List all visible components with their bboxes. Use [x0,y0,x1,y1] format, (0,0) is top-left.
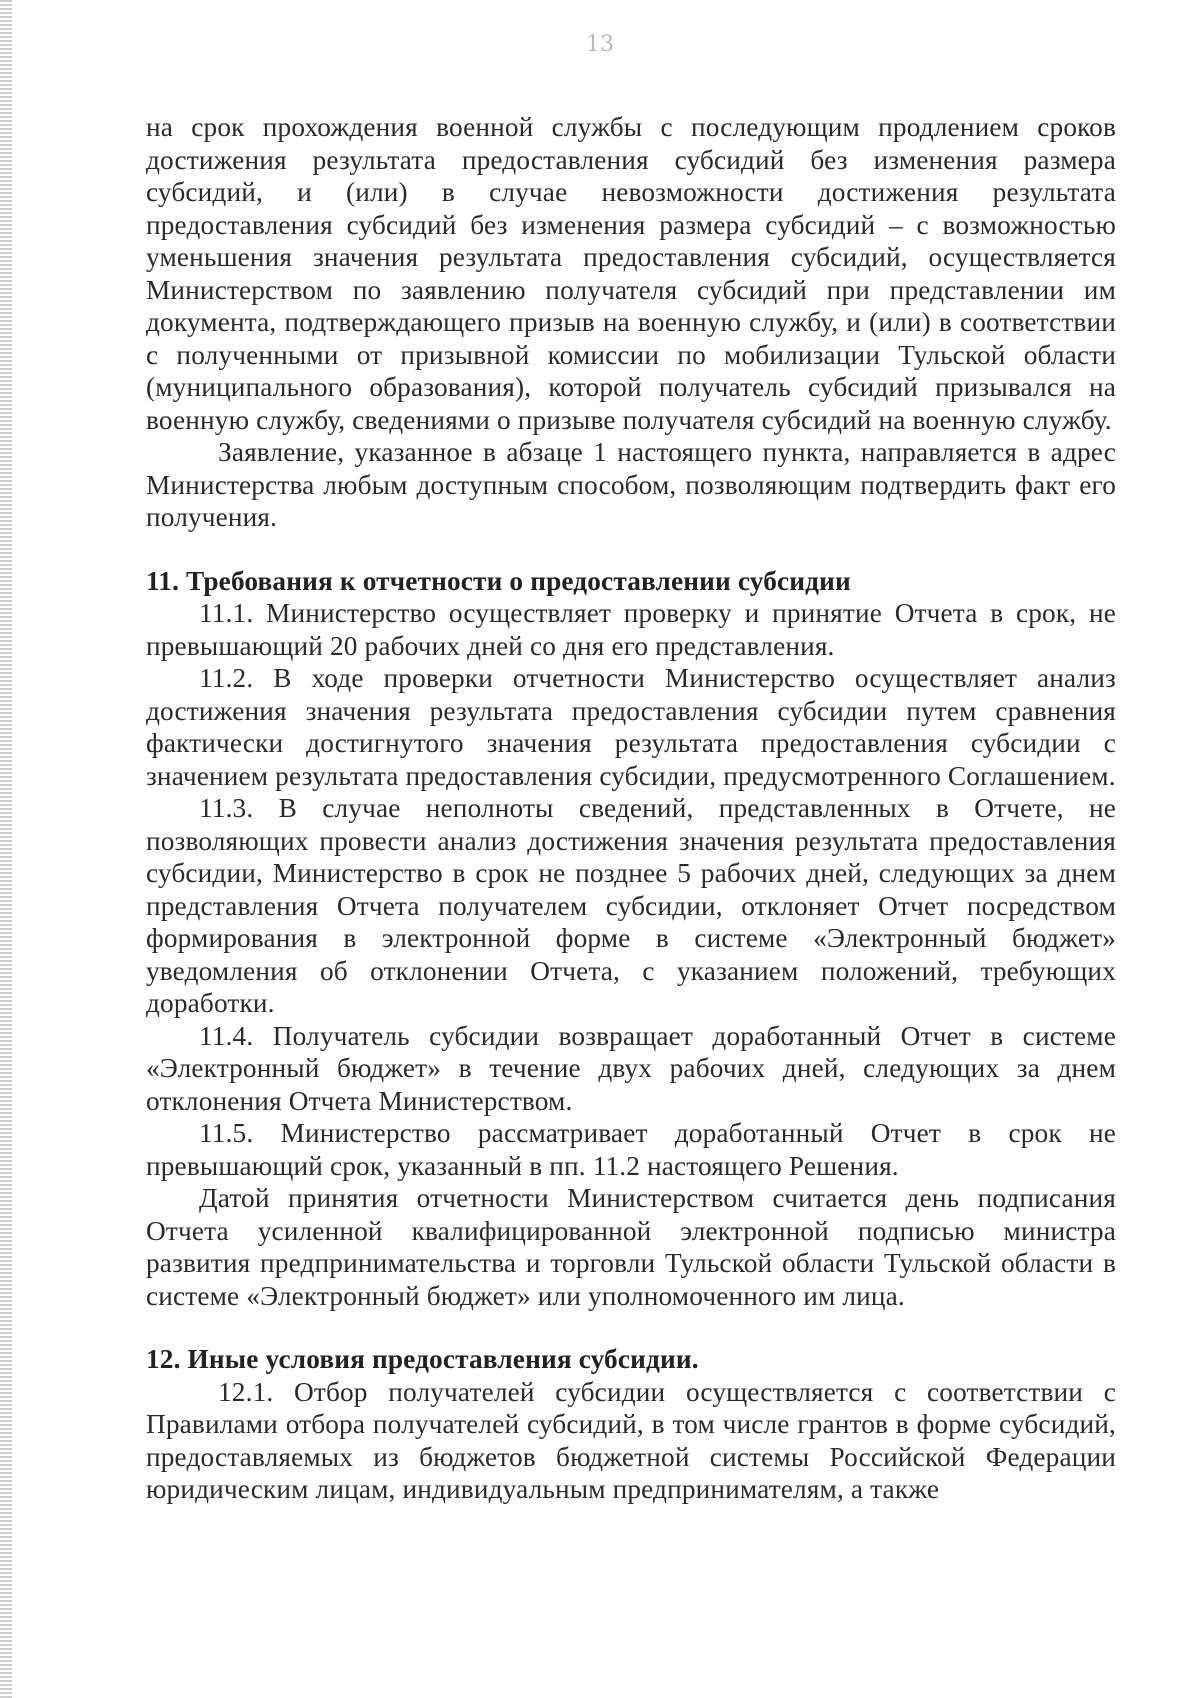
scan-edge-artifact [0,0,12,1698]
paragraph-11-5: 11.5. Министерство рассматривает доработанный Отчет в срок не превышающий срок, указанный в пп. 11.2 настоящего Решения. [146,1118,1116,1181]
paragraph-11-3: 11.3. В случае неполноты сведений, представленных в Отчете, не позволяющих провести анализ достижения значения результата предоставления субсидии, Министерство в срок не позднее 5 рабочих дней, следующих за днем представления Отчета получателем субсидии, отклоняет Отчет посредством формирования в электронной форме в системе «Электронный бюджет» уведомления об отклонении Отчета, с указанием положений, требующих доработки. [146,793,1116,1018]
document-body [146,111,1116,1506]
paragraph-11-4: 11.4. Получатель субсидии возвращает доработанный Отчет в системе «Электронный бюджет» в течение двух рабочих дней, следующих за днем отклонения Отчета Министерством. [146,1020,1116,1116]
paragraph-12-1: 12.1. Отбор получателей субсидии осуществляется с соответствии с Правилами отбора получателей субсидий, в том числе грантов в форме субсидий, предоставляемых из бюджетов бюджетной системы Российской Федерации юридическим лицам, индивидуальным предпринимателям, а также [146,1376,1116,1504]
paragraph-application: Заявление, указанное в абзаце 1 настоящего пункта, направляется в адрес Министерства любым доступным способом, позволяющим подтвердить факт его получения. [146,437,1116,532]
paragraph-11-2: 11.2. В ходе проверки отчетности Министерство осуществляет анализ достижения значения результата предоставления субсидии путем сравнения фактически достигнутого значения результата предоставления субсидии с значением результата предоставления субсидии, предусмотренного Соглашением. [146,663,1116,791]
paragraph-acceptance-date: Датой принятия отчетности Министерством считается день подписания Отчета усиленной квалифицированной электронной подписью министра развития предпринимательства и торговли Тульской области Тульской области в системе «Электронный бюджет» или уполномоченного им лица. [146,1183,1116,1311]
paragraph-11-1: 11.1. Министерство осуществляет проверку и принятие Отчета в срок, не превышающий 20 рабочих дней со дня его представления. [146,598,1116,661]
section-12-heading: 12. Иные условия предоставления субсидии. [146,1344,699,1374]
page-number: 13 [586,32,614,57]
paragraph-military-service: на срок прохождения военной службы с последующим продлением сроков достижения результата предоставления субсидий без изменения размера субсидий, и (или) в случае невозможности достижения результата предоставления субсидий без изменения размера субсидий – с возможностью уменьшения значения результата предоставления субсидий, осуществляется Министерством по заявлению получателя субсидий при представлении им документа, подтверждающего призыв на военную службу, и (или) в соответствии с полученными от призывной комиссии по мобилизации Тульской области (муниципального образования), которой получатель субсидий призывался на военную службу, сведениями о призыве получателя субсидий на военную службу. [146,112,1116,435]
section-11-heading: 11. Требования к отчетности о предоставлении субсидии [146,565,851,596]
